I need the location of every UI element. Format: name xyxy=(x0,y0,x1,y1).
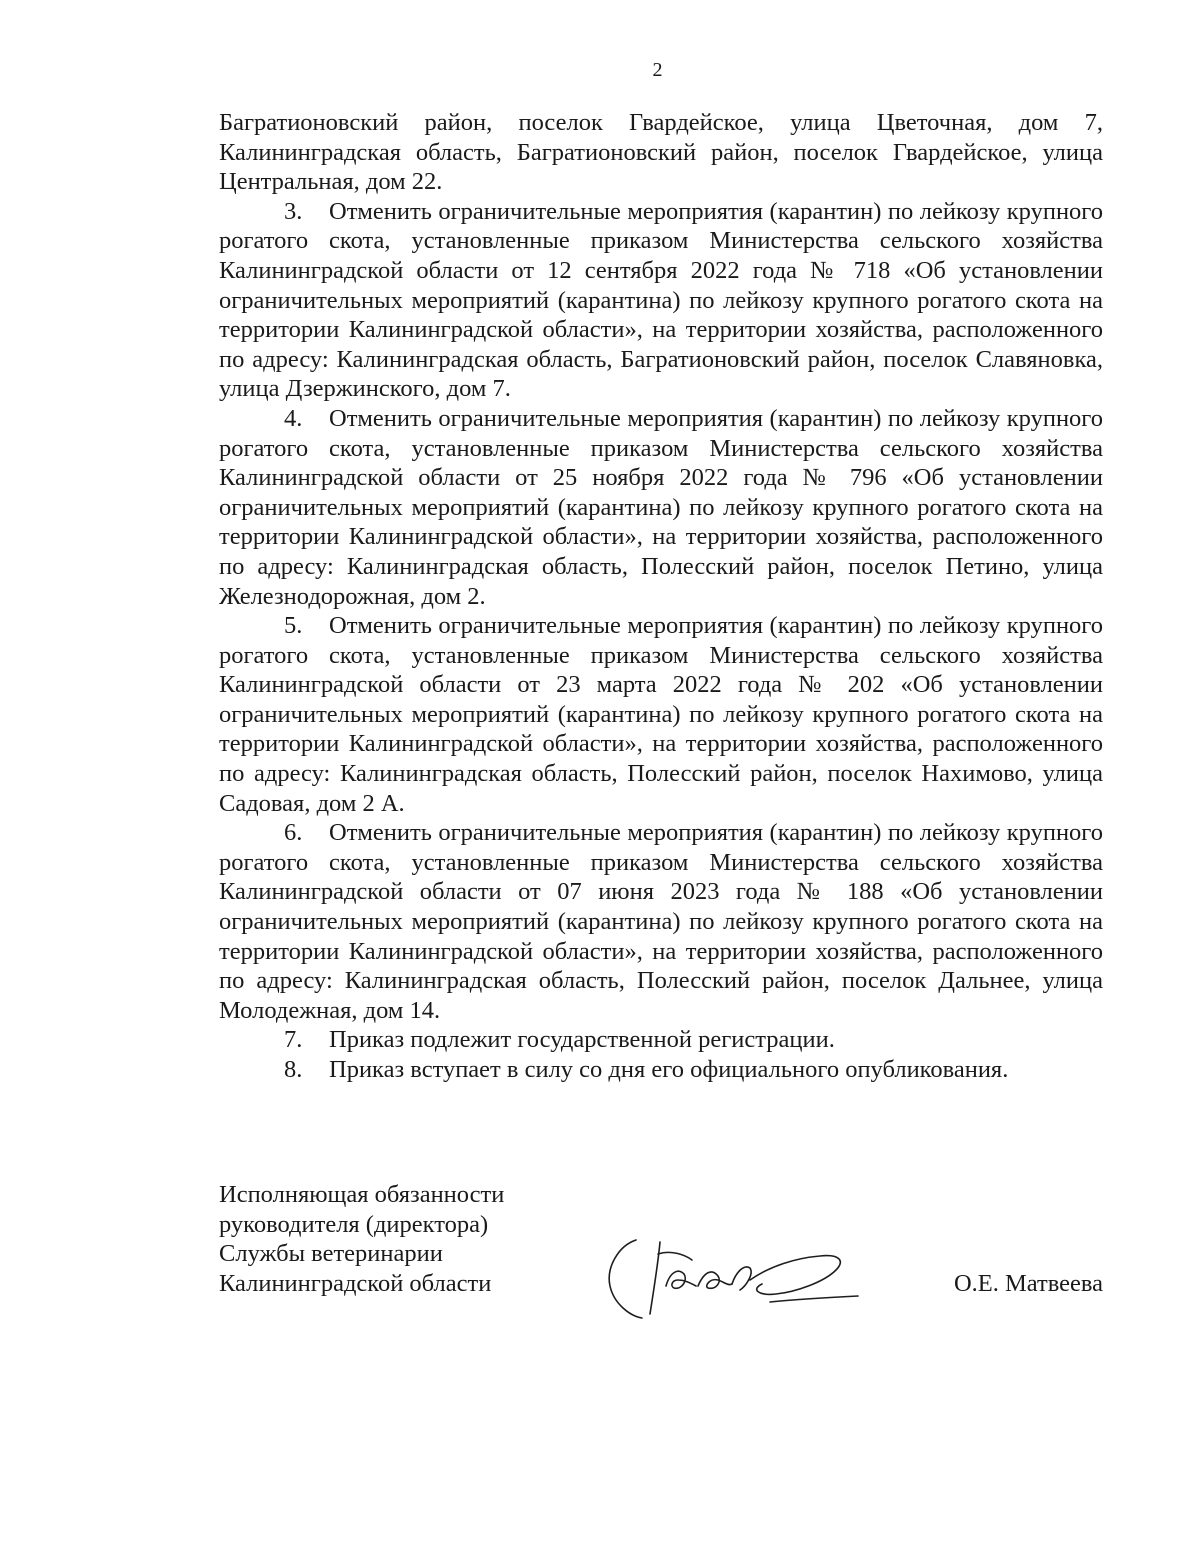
position-line: Службы ветеринарии xyxy=(219,1240,443,1268)
handwritten-signature xyxy=(600,1228,870,1328)
item-number: 8. xyxy=(284,1056,303,1083)
document-body xyxy=(219,108,1103,1085)
item-text: Отменить ограничительные мероприятия (карантин) по лейкозу крупного рогатого скота, установленные приказом Министерства сельского хозяйства Калининградской области от 12 сентября 2022 года № 718 «Об установлении ограничительных мероприятий (карантина) по лейкозу крупного рогатого скота на территории Калининградской области», на территории хозяйства, расположенного по адресу: Калининградская область, Багратионовский район, поселок Славяновка, улица Дзержинского, дом 7. xyxy=(219,197,1103,403)
item-number: 3. xyxy=(284,197,303,225)
page-number: 2 xyxy=(652,59,663,81)
list-item xyxy=(219,197,1103,404)
position-line: Исполняющая обязанности xyxy=(219,1181,505,1208)
position-line: Калининградской области xyxy=(219,1269,492,1297)
intro-paragraph: Багратионовский район, поселок Гвардейское, улица Цветочная, дом 7, Калининградская область, Багратионовский район, поселок Гвардейское, улица Центральная, дом 22. xyxy=(219,109,1103,196)
item-text: Приказ вступает в силу со дня его официального опубликования. xyxy=(329,1056,1009,1083)
item-number: 4. xyxy=(284,404,303,432)
position-line: руководителя (директора) xyxy=(219,1210,489,1238)
item-text: Отменить ограничительные мероприятия (карантин) по лейкозу крупного рогатого скота, установленные приказом Министерства сельского хозяйства Калининградской области от 23 марта 2022 года № 202 «Об установлении ограничительных мероприятий (карантина) по лейкозу крупного рогатого скота на территории Калининградской области», на территории хозяйства, расположенного по адресу: Калининградская область, Полесский район, поселок Нахимово, улица Садовая, дом 2 А. xyxy=(219,612,1103,817)
item-number: 5. xyxy=(284,612,303,640)
list-item xyxy=(219,611,1103,818)
item-text: Отменить ограничительные мероприятия (карантин) по лейкозу крупного рогатого скота, установленные приказом Министерства сельского хозяйства Калининградской области от 25 ноября 2022 года № 796 «Об установлении ограничительных мероприятий (карантина) по лейкозу крупного рогатого скота на территории Калининградской области», на территории хозяйства, расположенного по адресу: Калининградская область, Полесский район, поселок Петино, улица Железнодорожная, дом 2. xyxy=(219,404,1103,610)
signatory-position xyxy=(219,1180,549,1298)
item-number: 6. xyxy=(284,819,303,847)
item-text: Отменить ограничительные мероприятия (карантин) по лейкозу крупного рогатого скота, установленные приказом Министерства сельского хозяйства Калининградской области от 07 июня 2023 года № 188 «Об установлении ограничительных мероприятий (карантина) по лейкозу крупного рогатого скота на территории Калининградской области», на территории хозяйства, расположенного по адресу: Калининградская область, Полесский район, поселок Дальнее, улица Молодежная, дом 14. xyxy=(219,819,1103,1024)
signer-name: О.Е. Матвеева xyxy=(953,1270,1103,1297)
list-item xyxy=(219,818,1103,1025)
list-item xyxy=(219,1025,1103,1055)
list-item xyxy=(219,404,1103,611)
item-number: 7. xyxy=(284,1026,303,1054)
item-text: Приказ подлежит государственной регистрации. xyxy=(329,1026,835,1054)
list-item xyxy=(219,1055,1103,1085)
